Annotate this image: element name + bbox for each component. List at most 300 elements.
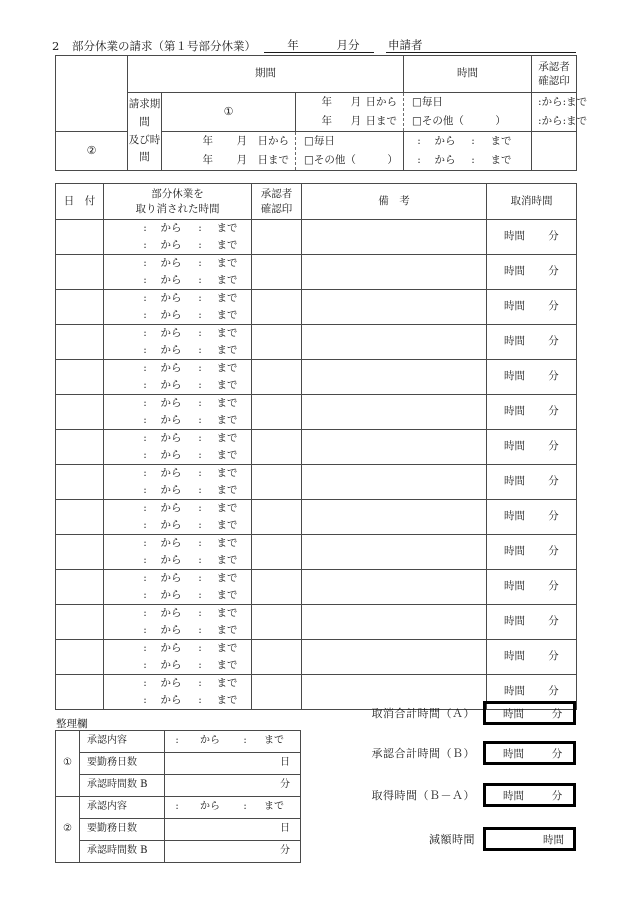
cell-date[interactable] [56, 290, 104, 325]
cell-approver-stamp[interactable] [252, 290, 302, 325]
summary-hour-unit: 時間 [503, 789, 524, 802]
range-made: まで [216, 273, 238, 286]
cell-approver-stamp[interactable] [252, 325, 302, 360]
time-range-line[interactable] [104, 237, 251, 254]
range-made: まで [216, 676, 238, 689]
range-start-colon: : [143, 676, 147, 689]
time-range-line[interactable] [104, 395, 251, 412]
checkbox-other-2[interactable]: □その他（ ） [304, 153, 398, 166]
range-made: まで [216, 221, 238, 234]
cell-cancel-time[interactable] [487, 325, 577, 360]
table-row [56, 640, 577, 675]
col-header-approver-line1: 承認者 [260, 188, 293, 201]
range-made: まで [216, 501, 238, 514]
range-end-colon: : [198, 361, 202, 374]
seiri-approved-hours-label: 承認時間数 B [80, 841, 165, 863]
seiri-approved-hours-value[interactable]: 分 [165, 841, 301, 863]
cell-cancelled-time-range[interactable] [104, 570, 252, 605]
range-made: まで [216, 536, 238, 549]
cell-date[interactable] [56, 255, 104, 290]
cell-date[interactable] [56, 220, 104, 255]
checkbox-other-1[interactable]: □その他（ ） [412, 114, 506, 127]
range-end-colon: : [198, 641, 202, 654]
range-end-colon: : [198, 588, 202, 601]
time-kara-1a: から [541, 95, 563, 108]
range-made: まで [216, 658, 238, 671]
range-kara: から [160, 273, 182, 286]
range-kara: から [160, 221, 182, 234]
date-from-year-2: 年 [202, 134, 213, 147]
period-checks-2[interactable] [296, 132, 404, 171]
cell-cancel-time[interactable] [487, 605, 577, 640]
approval-start-colon: : [175, 735, 179, 747]
time-to-colon-2a: : [471, 134, 475, 147]
cell-cancel-time[interactable] [487, 500, 577, 535]
cell-cancel-time[interactable] [487, 465, 577, 500]
range-end-colon: : [198, 518, 202, 531]
period-corner-cell [56, 56, 128, 132]
range-made: まで [216, 693, 238, 706]
cell-approver-stamp[interactable] [252, 500, 302, 535]
cell-approver-stamp[interactable] [252, 640, 302, 675]
seiri-section-label: 整理欄 [56, 718, 88, 730]
col-header-approver-line2: 確認印 [260, 202, 293, 215]
cell-cancelled-time-range[interactable] [104, 395, 252, 430]
cell-date[interactable] [56, 430, 104, 465]
time-range-line[interactable] [104, 692, 251, 709]
range-start-colon: : [143, 588, 147, 601]
date-to-month-1: 月 [350, 114, 362, 127]
cancellation-detail-table [55, 183, 577, 710]
time-range-line[interactable] [104, 290, 251, 307]
checkbox-daily-2[interactable]: □毎日 [304, 134, 335, 147]
period-date-from-1[interactable] [296, 93, 403, 112]
approval-made: まで [264, 735, 284, 747]
range-end-colon: : [198, 308, 202, 321]
range-made: まで [216, 588, 238, 601]
cancel-minute-unit: 分 [548, 335, 559, 348]
range-made: まで [216, 606, 238, 619]
cell-cancelled-time-range[interactable] [104, 430, 252, 465]
approval-made: まで [264, 801, 284, 813]
approval-end-colon: : [243, 801, 247, 813]
cell-remarks[interactable] [302, 570, 487, 605]
time-range-line[interactable] [104, 570, 251, 587]
range-start-colon: : [143, 291, 147, 304]
cell-date[interactable] [56, 640, 104, 675]
range-made: まで [216, 238, 238, 251]
cell-cancelled-time-range[interactable] [104, 605, 252, 640]
cell-remarks[interactable] [302, 325, 487, 360]
time-range-line[interactable] [104, 657, 251, 674]
cell-cancelled-time-range[interactable] [104, 535, 252, 570]
date-to-month-2: 月 [236, 153, 247, 166]
col-header-remarks: 備 考 [302, 184, 487, 220]
cell-date[interactable] [56, 325, 104, 360]
cancel-time-value [487, 405, 576, 418]
cell-approver-stamp[interactable] [252, 395, 302, 430]
summary-label: 取得時間（Ｂ－Ａ） [371, 789, 475, 802]
range-kara: から [160, 326, 182, 339]
col-header-cancelled-line2: 取り消された時間 [135, 202, 220, 215]
time-to-colon-1b: : [562, 114, 567, 127]
range-kara: から [160, 256, 182, 269]
range-end-colon: : [198, 431, 202, 444]
cell-cancel-time[interactable] [487, 640, 577, 675]
period-date-to-2[interactable] [162, 151, 295, 170]
table-row [56, 570, 577, 605]
cell-cancel-time[interactable] [487, 220, 577, 255]
range-end-colon: : [198, 693, 202, 706]
time-made-2b: まで [490, 153, 512, 166]
time-range-line[interactable] [104, 500, 251, 517]
range-kara: から [160, 448, 182, 461]
detail-header-row [56, 184, 577, 220]
cell-remarks[interactable] [302, 535, 487, 570]
range-made: まで [216, 641, 238, 654]
time-from-colon-2b: : [417, 153, 421, 166]
cell-approver-stamp[interactable] [252, 605, 302, 640]
range-start-colon: : [143, 553, 147, 566]
range-start-colon: : [143, 536, 147, 549]
period-row-label-line2: 及び時間 [128, 133, 161, 164]
time-range-line[interactable] [104, 605, 251, 622]
range-made: まで [216, 483, 238, 496]
range-end-colon: : [198, 343, 202, 356]
time-from-colon-2a: : [417, 134, 421, 147]
cancel-hour-unit: 時間 [504, 615, 525, 628]
seiri-approval-content-label: 承認内容 [80, 731, 165, 753]
approval-start-colon: : [175, 801, 179, 813]
time-range-line[interactable] [104, 552, 251, 569]
seiri-work-days-value[interactable]: 日 [165, 753, 301, 775]
cell-remarks[interactable] [302, 290, 487, 325]
period-date-to-1[interactable] [296, 112, 403, 131]
col-header-cancelled-line1: 部分休業を [151, 188, 204, 201]
cell-cancel-time[interactable] [487, 395, 577, 430]
period-times-1[interactable] [532, 93, 588, 132]
cancel-hour-unit: 時間 [504, 510, 525, 523]
seiri-work-days-value[interactable]: 日 [165, 819, 301, 841]
range-end-colon: : [198, 606, 202, 619]
range-start-colon: : [143, 501, 147, 514]
range-start-colon: : [143, 308, 147, 321]
cell-cancelled-time-range[interactable] [104, 675, 252, 710]
range-start-colon: : [143, 343, 147, 356]
summary-minute-unit: 分 [551, 789, 563, 802]
range-start-colon: : [143, 326, 147, 339]
date-from-day-2: 日から [257, 134, 289, 147]
time-kara-2a: から [434, 134, 456, 147]
time-range-line[interactable] [104, 465, 251, 482]
cell-date[interactable] [56, 500, 104, 535]
range-end-colon: : [198, 466, 202, 479]
seiri-approval-content-label: 承認内容 [80, 797, 165, 819]
year-input-slot[interactable] [264, 38, 322, 53]
summary-row [240, 826, 576, 852]
table-row [56, 255, 577, 290]
time-made-1b: まで [566, 114, 588, 127]
range-start-colon: : [143, 431, 147, 444]
time-range-line[interactable] [104, 220, 251, 237]
cell-date[interactable] [56, 570, 104, 605]
range-kara: から [160, 693, 182, 706]
range-made: まで [216, 361, 238, 374]
cancel-hour-unit: 時間 [504, 580, 525, 593]
range-end-colon: : [198, 291, 202, 304]
cell-cancel-time[interactable] [487, 360, 577, 395]
time-range-line[interactable] [104, 517, 251, 534]
time-made-2a: まで [490, 134, 512, 147]
cancel-minute-unit: 分 [548, 440, 559, 453]
range-start-colon: : [143, 641, 147, 654]
time-made-1a: まで [566, 95, 588, 108]
period-approver-stamp-2[interactable] [532, 132, 577, 171]
cell-cancelled-time-range[interactable] [104, 325, 252, 360]
range-start-colon: : [143, 256, 147, 269]
range-made: まで [216, 571, 238, 584]
approval-kara: から [200, 801, 220, 813]
cell-date[interactable] [56, 535, 104, 570]
summary-value-box[interactable] [483, 783, 576, 807]
cell-cancelled-time-range[interactable] [104, 500, 252, 535]
summary-value-box[interactable] [483, 741, 576, 765]
cancel-time-value [487, 370, 576, 383]
range-made: まで [216, 308, 238, 321]
month-label: 月分 [336, 38, 360, 52]
period-row-1 [56, 93, 577, 132]
time-range-line[interactable] [104, 447, 251, 464]
cell-approver-stamp[interactable] [252, 430, 302, 465]
time-range-line[interactable] [104, 272, 251, 289]
table-row [56, 360, 577, 395]
period-col-header: 期間 [128, 56, 404, 93]
summary-label: 承認合計時間（Ｂ） [371, 747, 475, 760]
time-range-line[interactable] [104, 430, 251, 447]
range-kara: から [160, 378, 182, 391]
time-range-line[interactable] [104, 325, 251, 342]
range-start-colon: : [143, 221, 147, 234]
cell-remarks[interactable] [302, 640, 487, 675]
cell-cancelled-time-range[interactable] [104, 465, 252, 500]
time-from-colon-1a: : [538, 95, 542, 108]
date-to-day-1: 日まで [365, 114, 398, 127]
cell-approver-stamp[interactable] [252, 360, 302, 395]
cancel-minute-unit: 分 [548, 405, 559, 418]
cell-date[interactable] [56, 395, 104, 430]
cell-approver-stamp[interactable] [252, 535, 302, 570]
cancel-hour-unit: 時間 [504, 265, 525, 278]
cancel-hour-unit: 時間 [504, 335, 525, 348]
range-kara: から [160, 676, 182, 689]
cancel-minute-unit: 分 [548, 475, 559, 488]
range-made: まで [216, 518, 238, 531]
cell-approver-stamp[interactable] [252, 570, 302, 605]
range-made: まで [216, 256, 238, 269]
range-start-colon: : [143, 466, 147, 479]
summary-row [240, 740, 576, 766]
cancel-time-value [487, 615, 576, 628]
table-row [56, 500, 577, 535]
cell-date[interactable] [56, 465, 104, 500]
range-end-colon: : [198, 483, 202, 496]
range-start-colon: : [143, 658, 147, 671]
cancel-time-value [487, 545, 576, 558]
cell-cancel-time[interactable] [487, 290, 577, 325]
cell-approver-stamp[interactable] [252, 255, 302, 290]
month-input-slot[interactable] [322, 38, 374, 53]
period-header-row [56, 56, 577, 93]
period-time-line-1b[interactable] [532, 112, 588, 131]
cell-approver-stamp[interactable] [252, 220, 302, 255]
cancel-hour-unit: 時間 [504, 545, 525, 558]
time-range-line[interactable] [104, 587, 251, 604]
period-time-line-2a[interactable] [404, 132, 531, 151]
summary-minute-unit: 分 [551, 707, 563, 720]
cell-remarks[interactable] [302, 255, 487, 290]
range-end-colon: : [198, 326, 202, 339]
range-kara: から [160, 291, 182, 304]
cell-cancel-time[interactable] [487, 430, 577, 465]
time-col-header: 時間 [404, 56, 532, 93]
period-dates-2[interactable] [162, 132, 296, 171]
time-range-line[interactable] [104, 307, 251, 324]
date-to-day-2: 日まで [257, 153, 289, 166]
time-range-line[interactable] [104, 360, 251, 377]
table-row [56, 465, 577, 500]
cell-cancelled-time-range[interactable] [104, 640, 252, 675]
summary-row [240, 700, 576, 726]
col-header-cancelled-time [104, 184, 252, 220]
range-end-colon: : [198, 221, 202, 234]
cell-remarks[interactable] [302, 430, 487, 465]
range-end-colon: : [198, 396, 202, 409]
cancel-minute-unit: 分 [548, 230, 559, 243]
range-start-colon: : [143, 623, 147, 636]
time-range-line[interactable] [104, 640, 251, 657]
range-start-colon: : [143, 238, 147, 251]
period-time-line-1a[interactable] [532, 93, 588, 112]
range-kara: から [160, 466, 182, 479]
cell-remarks[interactable] [302, 500, 487, 535]
time-from-colon-1b: : [538, 114, 542, 127]
period-times-2[interactable] [404, 132, 532, 171]
seiri-work-days-label: 要勤務日数 [80, 753, 165, 775]
time-range-line[interactable] [104, 412, 251, 429]
cell-date[interactable] [56, 675, 104, 710]
time-range-line[interactable] [104, 535, 251, 552]
range-start-colon: : [143, 448, 147, 461]
cell-remarks[interactable] [302, 220, 487, 255]
range-made: まで [216, 431, 238, 444]
period-date-from-2[interactable] [162, 132, 295, 151]
checkbox-daily-1[interactable]: □毎日 [412, 95, 443, 108]
cell-approver-stamp[interactable] [252, 465, 302, 500]
page-title: 部分休業の請求（第１号部分休業） [72, 39, 256, 53]
period-time-line-2b[interactable] [404, 151, 531, 170]
cell-date[interactable] [56, 360, 104, 395]
applicant-label: 申請者 [388, 38, 423, 52]
cancel-time-value [487, 475, 576, 488]
time-range-line[interactable] [104, 675, 251, 692]
cell-remarks[interactable] [302, 605, 487, 640]
seiri-group-index: ② [56, 797, 80, 863]
range-end-colon: : [198, 413, 202, 426]
date-to-year-2: 年 [202, 153, 213, 166]
col-header-date: 日 付 [56, 184, 104, 220]
period-index-1: ① [162, 93, 296, 132]
cell-cancelled-time-range[interactable] [104, 255, 252, 290]
cell-remarks[interactable] [302, 395, 487, 430]
range-kara: から [160, 536, 182, 549]
range-kara: から [160, 571, 182, 584]
summary-label: 減額時間 [429, 833, 475, 846]
cell-cancelled-time-range[interactable] [104, 290, 252, 325]
summary-minute-unit: 分 [551, 747, 563, 760]
range-end-colon: : [198, 553, 202, 566]
summary-value-box[interactable] [483, 827, 576, 851]
approval-kara: から [200, 735, 220, 747]
cell-remarks[interactable] [302, 465, 487, 500]
period-checks-1[interactable] [404, 93, 532, 132]
cancel-minute-unit: 分 [548, 265, 559, 278]
cell-cancel-time[interactable] [487, 255, 577, 290]
range-kara: から [160, 606, 182, 619]
cancel-time-value [487, 335, 576, 348]
range-start-colon: : [143, 606, 147, 619]
col-header-approver [252, 184, 302, 220]
approver-col-header [532, 56, 577, 93]
range-kara: から [160, 641, 182, 654]
time-range-line[interactable] [104, 622, 251, 639]
table-row [56, 395, 577, 430]
date-from-day-1: 日から [365, 95, 398, 108]
seiri-work-days-label: 要勤務日数 [80, 819, 165, 841]
approver-col-header-line1: 承認者 [538, 60, 570, 73]
request-period-table [55, 55, 588, 171]
cancel-hour-unit: 時間 [504, 475, 525, 488]
applicant-input-slot[interactable] [386, 38, 576, 53]
cell-date[interactable] [56, 605, 104, 640]
summary-row [240, 782, 576, 808]
range-start-colon: : [143, 413, 147, 426]
cell-cancel-time[interactable] [487, 535, 577, 570]
time-to-colon-2b: : [471, 153, 475, 166]
time-range-line[interactable] [104, 482, 251, 499]
time-range-line[interactable] [104, 255, 251, 272]
summary-hour-unit: 時間 [543, 833, 564, 846]
seiri-approved-hours-value[interactable]: 分 [165, 775, 301, 797]
time-kara-1b: から [541, 114, 563, 127]
summary-value-box[interactable] [483, 701, 576, 725]
summary-label: 取消合計時間（Ａ） [371, 707, 475, 720]
cell-cancelled-time-range[interactable] [104, 360, 252, 395]
period-dates-1[interactable] [296, 93, 404, 132]
cell-cancel-time[interactable] [487, 570, 577, 605]
time-range-line[interactable] [104, 342, 251, 359]
cell-remarks[interactable] [302, 360, 487, 395]
time-range-line[interactable] [104, 377, 251, 394]
cell-cancelled-time-range[interactable] [104, 220, 252, 255]
range-start-colon: : [143, 273, 147, 286]
range-kara: から [160, 431, 182, 444]
cancel-hour-unit: 時間 [504, 650, 525, 663]
range-start-colon: : [143, 518, 147, 531]
range-start-colon: : [143, 693, 147, 706]
range-end-colon: : [198, 501, 202, 514]
cancel-time-value [487, 685, 576, 698]
cancel-time-value [487, 650, 576, 663]
